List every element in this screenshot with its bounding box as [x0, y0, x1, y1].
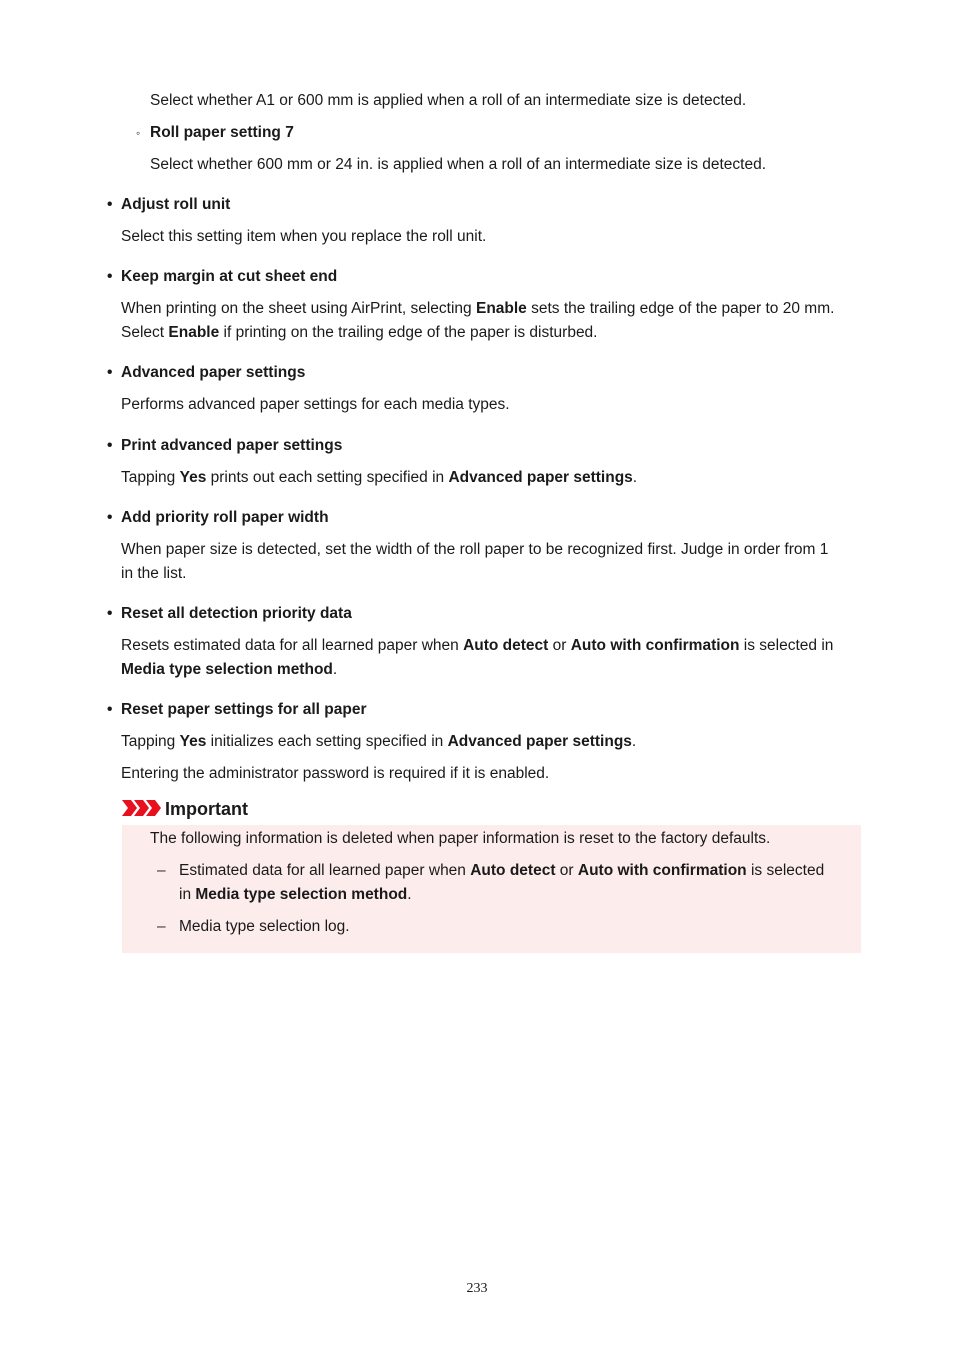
page-number: 233: [466, 1281, 488, 1296]
keep-margin-desc-line2: Select Enable if printing on the trailing edge of the paper is disturbed.: [121, 324, 598, 341]
print-advanced-title: Print advanced paper settings: [121, 437, 343, 454]
bullet-icon: •: [107, 196, 113, 213]
bullet-icon: •: [107, 268, 113, 285]
reset-detection-title: Reset all detection priority data: [121, 605, 352, 622]
dash-icon: –: [157, 918, 166, 935]
important-item1-line1: Estimated data for all learned paper when Auto detect or Auto with confirmation is selected: [179, 862, 825, 879]
bullet-icon: •: [107, 509, 113, 526]
roll-setting-7-title: Roll paper setting 7: [150, 124, 294, 141]
dash-icon: –: [157, 862, 166, 879]
adjust-roll-unit-title: Adjust roll unit: [121, 196, 231, 213]
priority-width-desc-line2: in the list.: [121, 565, 187, 582]
bullet-icon: •: [107, 364, 113, 381]
reset-paper-title: Reset paper settings for all paper: [121, 701, 367, 718]
priority-width-desc-line1: When paper size is detected, set the width of the roll paper to be recognized first. Judge in order from 1: [121, 541, 829, 558]
adjust-roll-unit-desc: Select this setting item when you replace the roll unit.: [121, 228, 487, 245]
keep-margin-desc-line1: When printing on the sheet using AirPrint, selecting Enable sets the trailing edge of the paper to 20 mm.: [121, 300, 835, 317]
print-advanced-desc: Tapping Yes prints out each setting specified in Advanced paper settings.: [121, 469, 638, 486]
keep-margin-title: Keep margin at cut sheet end: [121, 268, 338, 285]
bullet-icon: •: [107, 605, 113, 622]
priority-width-title: Add priority roll paper width: [121, 509, 329, 526]
reset-detection-desc-line2: Media type selection method.: [121, 661, 338, 678]
reset-detection-desc-line1: Resets estimated data for all learned paper when Auto detect or Auto with confirmation is selected in: [121, 637, 834, 654]
roll-setting-7-desc: Select whether 600 mm or 24 in. is applied when a roll of an intermediate size is detected.: [150, 156, 767, 173]
advanced-paper-desc: Performs advanced paper settings for each media types.: [121, 396, 510, 413]
important-title: Important: [165, 799, 248, 819]
important-icon: [122, 800, 162, 816]
important-item2: Media type selection log.: [179, 918, 350, 935]
reset-paper-note: Entering the administrator password is required if it is enabled.: [121, 765, 550, 782]
roll-setting-6-desc: Select whether A1 or 600 mm is applied when a roll of an intermediate size is detected.: [150, 92, 747, 109]
bullet-icon: •: [107, 437, 113, 454]
bullet-icon: •: [107, 701, 113, 718]
advanced-paper-title: Advanced paper settings: [121, 364, 306, 381]
important-item1-line2: in Media type selection method.: [179, 886, 412, 903]
sub-bullet-icon: ◦: [136, 126, 141, 140]
important-intro: The following information is deleted when paper information is reset to the factory defaults.: [150, 830, 771, 847]
reset-paper-desc: Tapping Yes initializes each setting specified in Advanced paper settings.: [121, 733, 637, 750]
